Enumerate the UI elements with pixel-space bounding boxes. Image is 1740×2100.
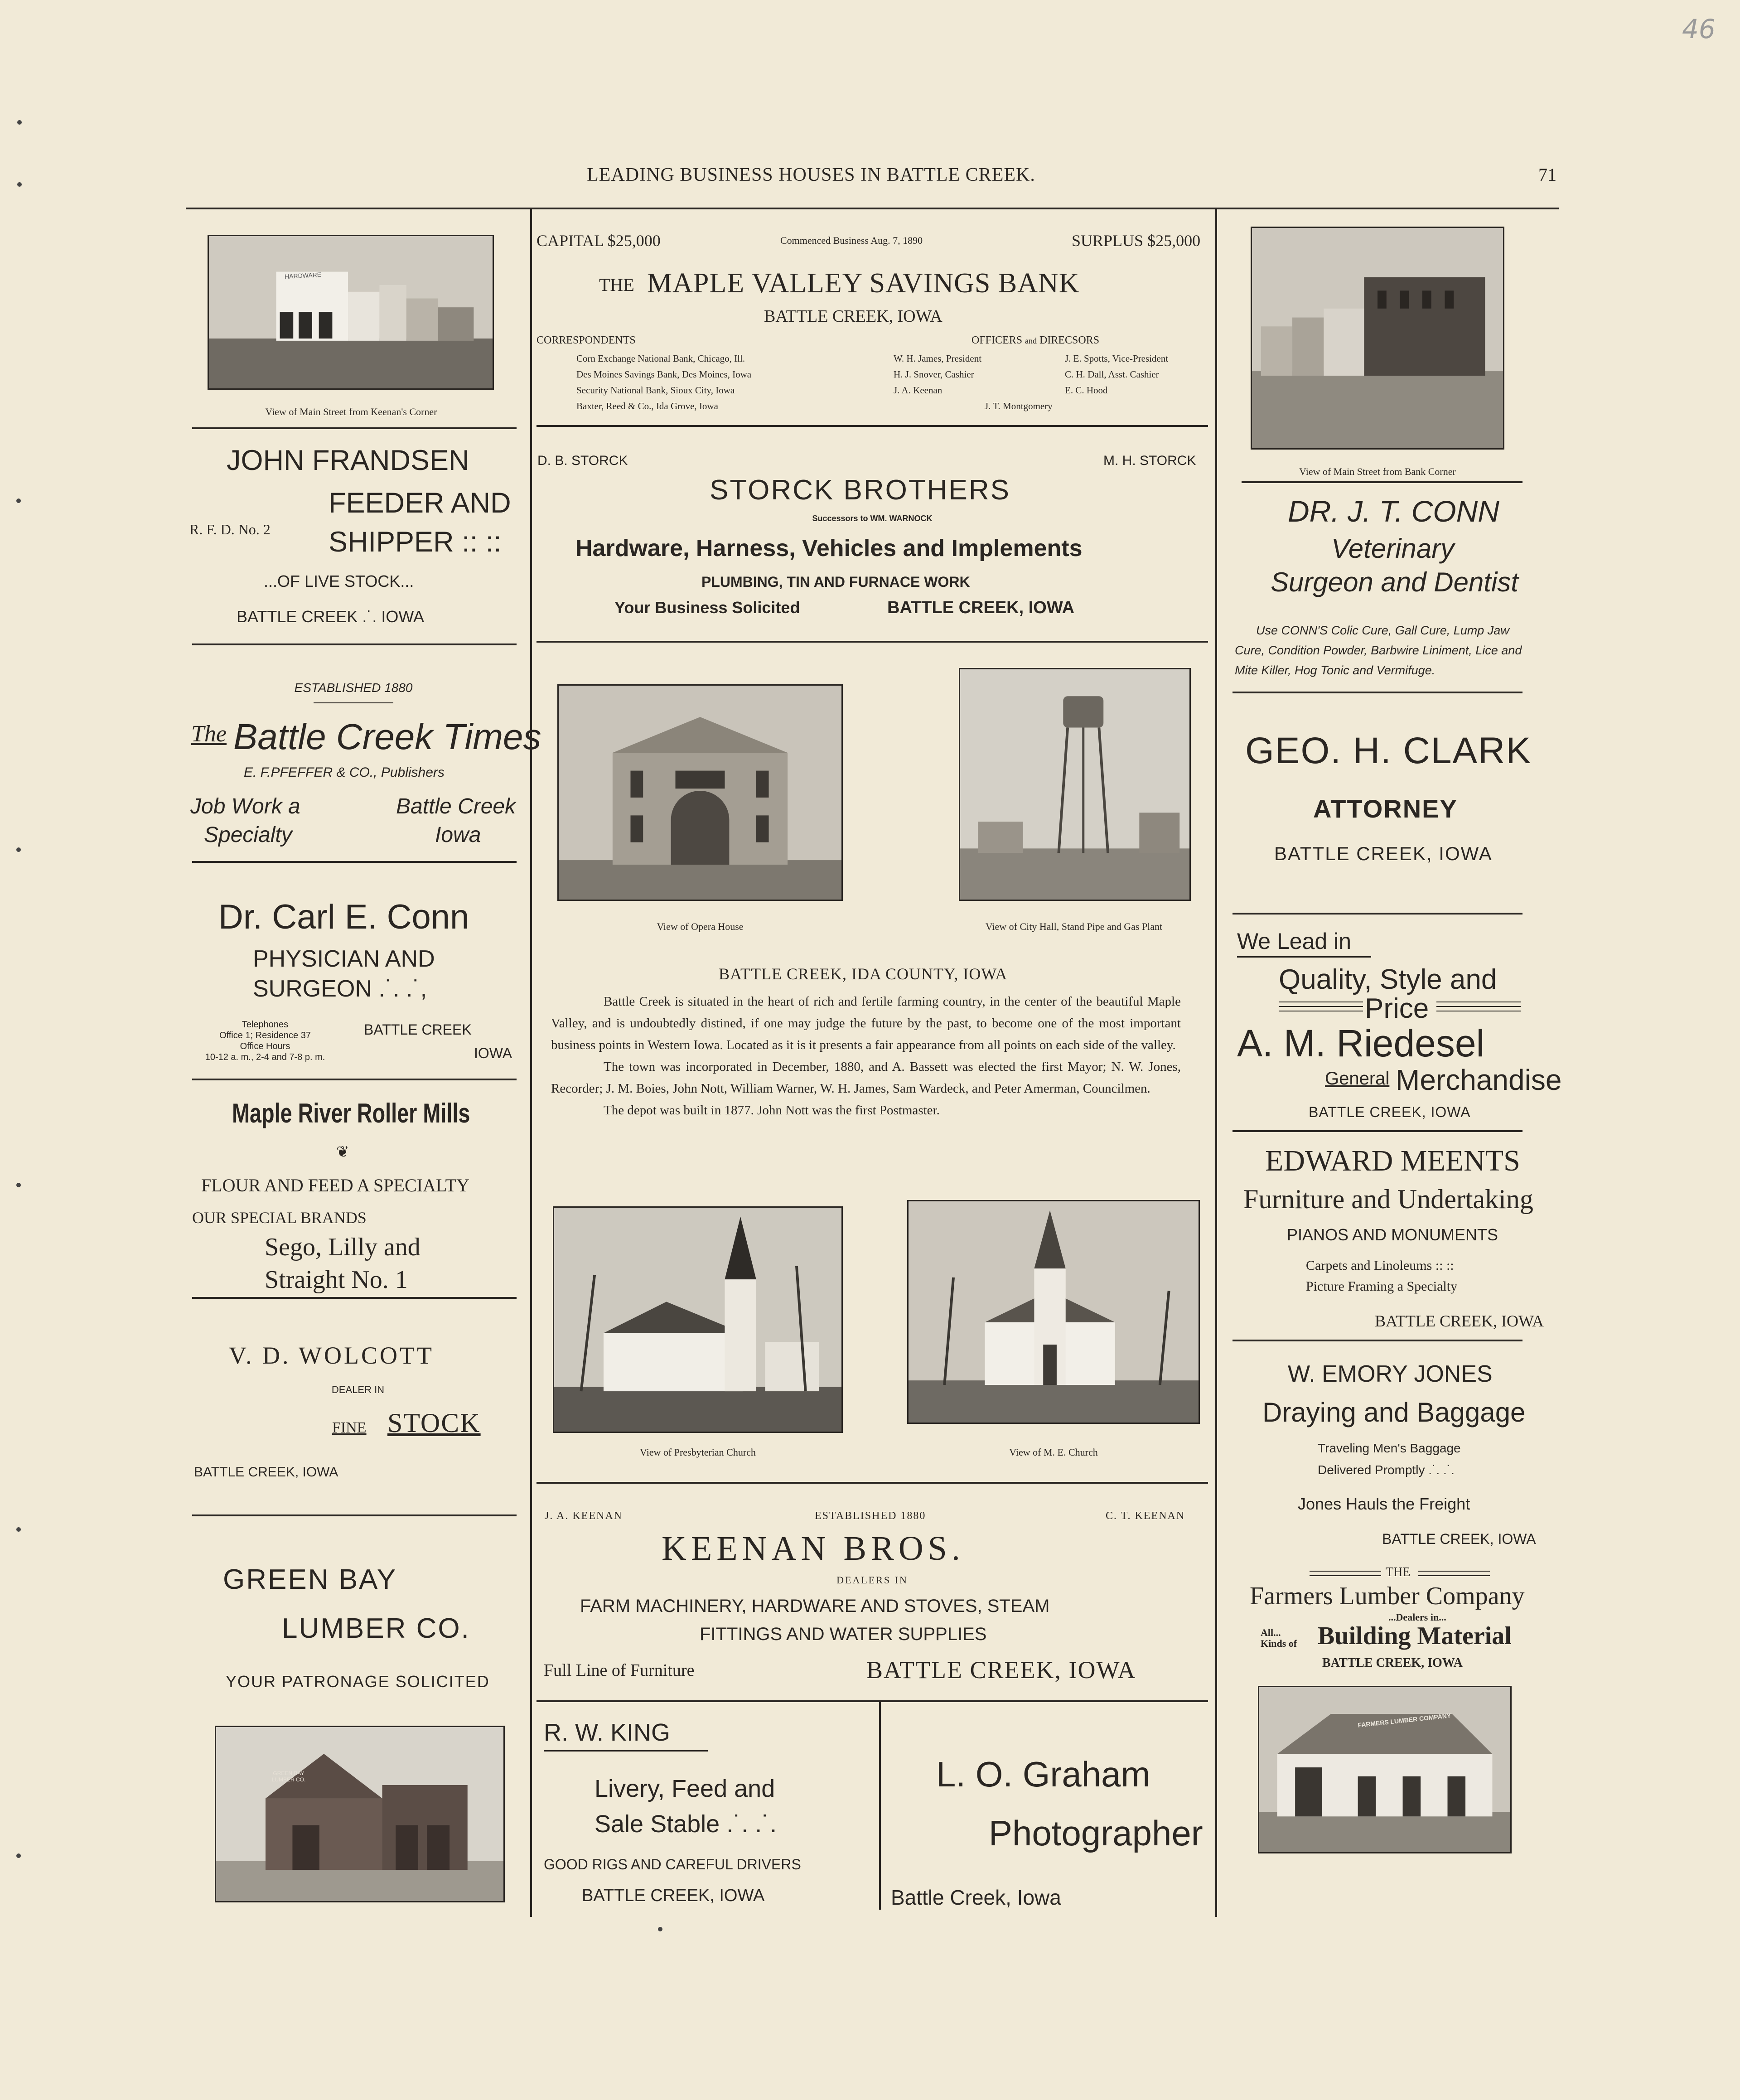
times-the: The — [191, 721, 227, 747]
meents-line4: Picture Framing a Specialty — [1306, 1279, 1458, 1294]
city-hall-photo — [959, 668, 1191, 901]
storck-line1: Hardware, Harness, Vehicles and Implements — [575, 535, 1083, 561]
section-rule — [536, 425, 1208, 427]
storck-solicit: Your Business Solicited — [614, 598, 800, 617]
meents-name: EDWARD MEENTS — [1265, 1144, 1520, 1177]
bank-surplus: SURPLUS $25,000 — [1072, 232, 1201, 250]
times-right2: Iowa — [435, 823, 481, 847]
king-line2: Sale Stable .˙. .˙. — [594, 1810, 777, 1838]
keenan-furniture: Full Line of Furniture — [544, 1661, 695, 1680]
bank-officers-right — [1065, 351, 1168, 398]
riedesel-line1: Quality, Style and — [1279, 964, 1497, 995]
storck-right-name: M. H. STORCK — [1103, 453, 1196, 468]
correspondent-item: Des Moines Savings Bank, Des Moines, Iowa — [576, 369, 752, 380]
riedesel-location: BATTLE CREEK, IOWA — [1309, 1104, 1471, 1120]
mills-line2: OUR SPECIAL BRANDS — [192, 1209, 367, 1227]
section-rule — [192, 1079, 517, 1080]
section-rule — [192, 1515, 517, 1516]
greenbay-line3: YOUR PATRONAGE SOLICITED — [226, 1672, 490, 1691]
photo-caption: View of City Hall, Stand Pipe and Gas Plant — [985, 921, 1163, 932]
mills-brands1: Sego, Lilly and — [265, 1233, 420, 1261]
meents-location: BATTLE CREEK, IOWA — [1375, 1312, 1544, 1330]
farmers-all: All... — [1261, 1627, 1281, 1638]
officers-word: OFFICERS — [972, 334, 1023, 346]
underline-rule — [544, 1750, 708, 1752]
officer-item: J. T. Montgomery — [985, 401, 1053, 411]
carl-conn-state: IOWA — [474, 1045, 512, 1061]
jt-conn-line1: Veterinary — [1331, 533, 1455, 564]
section-rule — [536, 641, 1208, 643]
farmers-the: THE — [1386, 1565, 1411, 1579]
frandsen-location: BATTLE CREEK .˙. IOWA — [237, 607, 425, 626]
storck-name: STORCK BROTHERS — [710, 474, 1010, 506]
jones-line2: Traveling Men's Baggage — [1318, 1441, 1461, 1455]
meents-line2: PIANOS AND MONUMENTS — [1287, 1225, 1498, 1244]
jt-conn-note2: Cure, Condition Powder, Barbwire Liniment, Lice and — [1235, 644, 1522, 657]
bank-correspondents-list — [576, 351, 751, 414]
officer-item: W. H. James, President — [894, 353, 982, 364]
times-left2: Specialty — [204, 823, 292, 847]
hardware-sign: HARDWARE — [284, 271, 322, 281]
king-name: R. W. KING — [544, 1719, 671, 1746]
storck-location: BATTLE CREEK, IOWA — [887, 598, 1075, 617]
officers-and: and — [1025, 336, 1037, 345]
riedesel-merch: Merchandise — [1396, 1064, 1562, 1096]
carl-conn-line1: PHYSICIAN AND — [253, 946, 435, 972]
bank-the: THE — [599, 275, 634, 295]
frandsen-name: JOHN FRANDSEN — [227, 445, 469, 476]
keenan-established: ESTABLISHED 1880 — [815, 1510, 926, 1522]
keenan-left-name: J. A. KEENAN — [545, 1510, 623, 1522]
column-rule-right — [1215, 208, 1217, 1917]
ruled-line — [1310, 1571, 1381, 1572]
page-number: 71 — [1538, 165, 1556, 185]
section-rule — [1232, 1130, 1522, 1132]
presbyterian-church-photo — [553, 1206, 843, 1433]
times-right1: Battle Creek — [396, 794, 516, 818]
times-established: ESTABLISHED 1880 — [294, 681, 413, 695]
wolcott-stock: STOCK — [387, 1408, 481, 1438]
article-paragraph: The town was incorporated in December, 1880, and A. Bassett was elected the first Mayor; N. W. Jones, Recorder; J. M. Boies, John Nott, William Warner, W. H. James, Sam Wardeck, and Peter Amerman, Councilmen. — [551, 1060, 1181, 1096]
riedesel-name: A. M. Riedesel — [1237, 1022, 1485, 1065]
frandsen-line3: ...OF LIVE STOCK... — [264, 572, 414, 590]
graham-name: L. O. Graham — [936, 1754, 1150, 1794]
wolcott-dealer: DEALER IN — [331, 1384, 385, 1395]
photo-caption: View of M. E. Church — [1009, 1447, 1098, 1458]
section-rule — [192, 644, 517, 645]
farmers-dealers: ...Dealers in... — [1388, 1611, 1446, 1623]
section-rule — [1232, 913, 1522, 915]
keenan-name: KEENAN BROS. — [662, 1529, 965, 1568]
clark-location: BATTLE CREEK, IOWA — [1274, 843, 1493, 864]
margin-dot — [16, 498, 21, 503]
column-rule-left — [530, 208, 532, 1917]
wolcott-name: V. D. WOLCOTT — [229, 1342, 434, 1369]
officer-item: J. A. Keenan — [894, 385, 942, 396]
jt-conn-note3: Mite Killer, Hog Tonic and Vermifuge. — [1235, 663, 1436, 677]
section-rule — [192, 1297, 517, 1299]
section-rule — [192, 427, 517, 429]
farmers-material: Building Material — [1318, 1622, 1512, 1650]
section-rule — [536, 1700, 1208, 1702]
margin-dot — [16, 1527, 21, 1532]
mills-brands2: Straight No. 1 — [265, 1266, 408, 1294]
section-rule — [1242, 481, 1522, 483]
jones-name: W. EMORY JONES — [1288, 1361, 1493, 1387]
correspondent-item: Security National Bank, Sioux City, Iowa — [576, 385, 735, 396]
wolcott-location: BATTLE CREEK, IOWA — [194, 1465, 338, 1480]
greenbay-photo-sign: GREEN BAY LUMBER CO. — [271, 1770, 306, 1783]
riedesel-general: General — [1325, 1069, 1390, 1089]
times-publisher: E. F.PFEFFER & CO., Publishers — [244, 765, 445, 780]
clark-name: GEO. H. CLARK — [1245, 730, 1532, 771]
farmers-location: BATTLE CREEK, IOWA — [1322, 1656, 1463, 1670]
keenan-right-name: C. T. KEENAN — [1106, 1510, 1185, 1522]
greenbay-line2: LUMBER CO. — [282, 1613, 470, 1644]
carl-conn-hours-label: Office Hours — [240, 1041, 290, 1051]
frandsen-line2: SHIPPER :: :: — [329, 526, 502, 558]
keenan-location: BATTLE CREEK, IOWA — [866, 1656, 1136, 1684]
keenan-line2: FITTINGS AND WATER SUPPLIES — [700, 1624, 987, 1644]
keenan-dealers: DEALERS IN — [836, 1574, 908, 1586]
handwritten-page-mark: 46 — [1682, 14, 1716, 44]
article-title: BATTLE CREEK, IDA COUNTY, IOWA — [719, 965, 1008, 983]
graham-title: Photographer — [989, 1813, 1203, 1853]
article-body — [551, 991, 1181, 1121]
underline-rule — [314, 702, 393, 703]
margin-dot — [658, 1927, 662, 1931]
section-rule — [1232, 1340, 1522, 1341]
bank-commenced: Commenced Business Aug. 7, 1890 — [780, 235, 923, 246]
ruled-line — [1436, 1006, 1521, 1007]
underline-rule — [1237, 956, 1371, 958]
riedesel-price: Price — [1365, 993, 1429, 1024]
officer-item: H. J. Snover, Cashier — [894, 369, 974, 380]
jt-conn-line2: Surgeon and Dentist — [1271, 567, 1519, 597]
section-rule — [192, 861, 517, 863]
riedesel-lead: We Lead in — [1237, 929, 1352, 954]
carl-conn-hours: 10-12 a. m., 2-4 and 7-8 p. m. — [205, 1052, 325, 1062]
carl-conn-city: BATTLE CREEK — [364, 1021, 472, 1038]
graham-location: Battle Creek, Iowa — [891, 1886, 1061, 1909]
page-title: LEADING BUSINESS HOUSES IN BATTLE CREEK. — [587, 165, 1035, 185]
header-rule — [186, 208, 1559, 209]
margin-dot — [16, 1853, 21, 1858]
keenan-line1: FARM MACHINERY, HARDWARE AND STOVES, STEAM — [580, 1596, 1050, 1616]
directors-word: DIRECSORS — [1039, 334, 1100, 346]
margin-dot — [16, 1183, 21, 1187]
frandsen-line1: FEEDER AND — [329, 487, 511, 519]
bank-capital: CAPITAL $25,000 — [536, 232, 661, 250]
main-street-keenan-photo — [208, 235, 494, 390]
jones-location: BATTLE CREEK, IOWA — [1382, 1531, 1536, 1547]
bank-officers-label — [972, 334, 1099, 347]
jt-conn-note1: Use CONN'S Colic Cure, Gall Cure, Lump Jaw — [1256, 624, 1509, 637]
frandsen-rfd: R. F. D. No. 2 — [189, 521, 271, 537]
times-name: Battle Creek Times — [233, 716, 541, 757]
bank-location: BATTLE CREEK, IOWA — [764, 307, 942, 326]
photo-caption: View of Main Street from Bank Corner — [1299, 466, 1456, 477]
officer-item: C. H. Dall, Asst. Cashier — [1065, 369, 1159, 380]
times-left1: Job Work a — [190, 794, 300, 818]
margin-dot — [17, 182, 22, 187]
ruled-line — [1418, 1575, 1490, 1576]
correspondent-item: Corn Exchange National Bank, Chicago, Ill. — [576, 353, 745, 364]
greenbay-line1: GREEN BAY — [223, 1564, 397, 1595]
article-paragraph: The depot was built in 1877. John Nott was the first Postmaster. — [604, 1103, 940, 1118]
carl-conn-office: Office 1; Residence 37 — [219, 1031, 311, 1040]
column-rule-inner — [879, 1701, 881, 1910]
bank-officers-left — [894, 351, 981, 398]
wolcott-fine: FINE — [332, 1419, 367, 1436]
opera-house-photo — [557, 684, 843, 901]
jones-line1: Draying and Baggage — [1262, 1397, 1526, 1427]
section-rule — [536, 1482, 1208, 1484]
ruled-line — [1279, 1006, 1363, 1007]
clark-title: ATTORNEY — [1313, 794, 1458, 823]
jt-conn-name: DR. J. T. CONN — [1288, 494, 1499, 528]
main-street-bank-photo — [1251, 227, 1504, 450]
officer-item: J. E. Spotts, Vice-President — [1065, 353, 1169, 364]
photo-caption: View of Opera House — [657, 921, 744, 932]
carl-conn-name: Dr. Carl E. Conn — [218, 898, 469, 936]
storck-left-name: D. B. STORCK — [537, 453, 628, 468]
mills-name: Maple River Roller Mills — [232, 1098, 470, 1128]
ornament-icon: ❦ — [336, 1144, 349, 1161]
farmers-lumber-photo — [1258, 1686, 1512, 1853]
meents-line3: Carpets and Linoleums :: :: — [1306, 1258, 1454, 1273]
photo-caption: View of Main Street from Keenan's Corner — [265, 406, 437, 417]
carl-conn-tel: Telephones — [242, 1020, 289, 1030]
jones-line3: Delivered Promptly .˙. .˙. — [1318, 1463, 1455, 1477]
greenbay-lumber-photo — [215, 1726, 505, 1902]
farmers-name: Farmers Lumber Company — [1250, 1582, 1525, 1610]
carl-conn-line2: SURGEON .˙. .˙, — [253, 976, 427, 1002]
king-location: BATTLE CREEK, IOWA — [582, 1886, 765, 1905]
mills-line1: FLOUR AND FEED A SPECIALTY — [201, 1175, 469, 1195]
jones-line4: Jones Hauls the Freight — [1298, 1495, 1470, 1513]
margin-dot — [17, 120, 22, 125]
bank-name: MAPLE VALLEY SAVINGS BANK — [647, 268, 1080, 299]
farmers-photo-sign: FARMERS LUMBER COMPANY — [1357, 1712, 1451, 1729]
margin-dot — [16, 847, 21, 852]
ruled-line — [1310, 1575, 1381, 1576]
me-church-photo — [907, 1200, 1200, 1424]
article-paragraph: Battle Creek is situated in the heart of rich and fertile farming country, in the center of the beautiful Maple Valley, and is undoubtedly distined, if one may judge the future by the past, to become one of the most important business points in Western Iowa. Located as it is it presents a fair appearance from all points on each side of the valley. — [551, 994, 1181, 1052]
bank-correspondents-label: CORRESPONDENTS — [536, 334, 636, 346]
ruled-line — [1418, 1571, 1490, 1572]
storck-successors: Successors to WM. WARNOCK — [812, 514, 933, 523]
section-rule — [1232, 692, 1522, 693]
photo-caption: View of Presbyterian Church — [640, 1447, 756, 1458]
meents-line1: Furniture and Undertaking — [1243, 1184, 1533, 1214]
king-line3: GOOD RIGS AND CAREFUL DRIVERS — [544, 1856, 801, 1873]
farmers-kinds: Kinds of — [1261, 1638, 1297, 1649]
king-line1: Livery, Feed and — [594, 1775, 775, 1802]
storck-line2: PLUMBING, TIN AND FURNACE WORK — [701, 574, 970, 590]
officer-item: E. C. Hood — [1065, 385, 1108, 396]
correspondent-item: Baxter, Reed & Co., Ida Grove, Iowa — [576, 401, 718, 411]
